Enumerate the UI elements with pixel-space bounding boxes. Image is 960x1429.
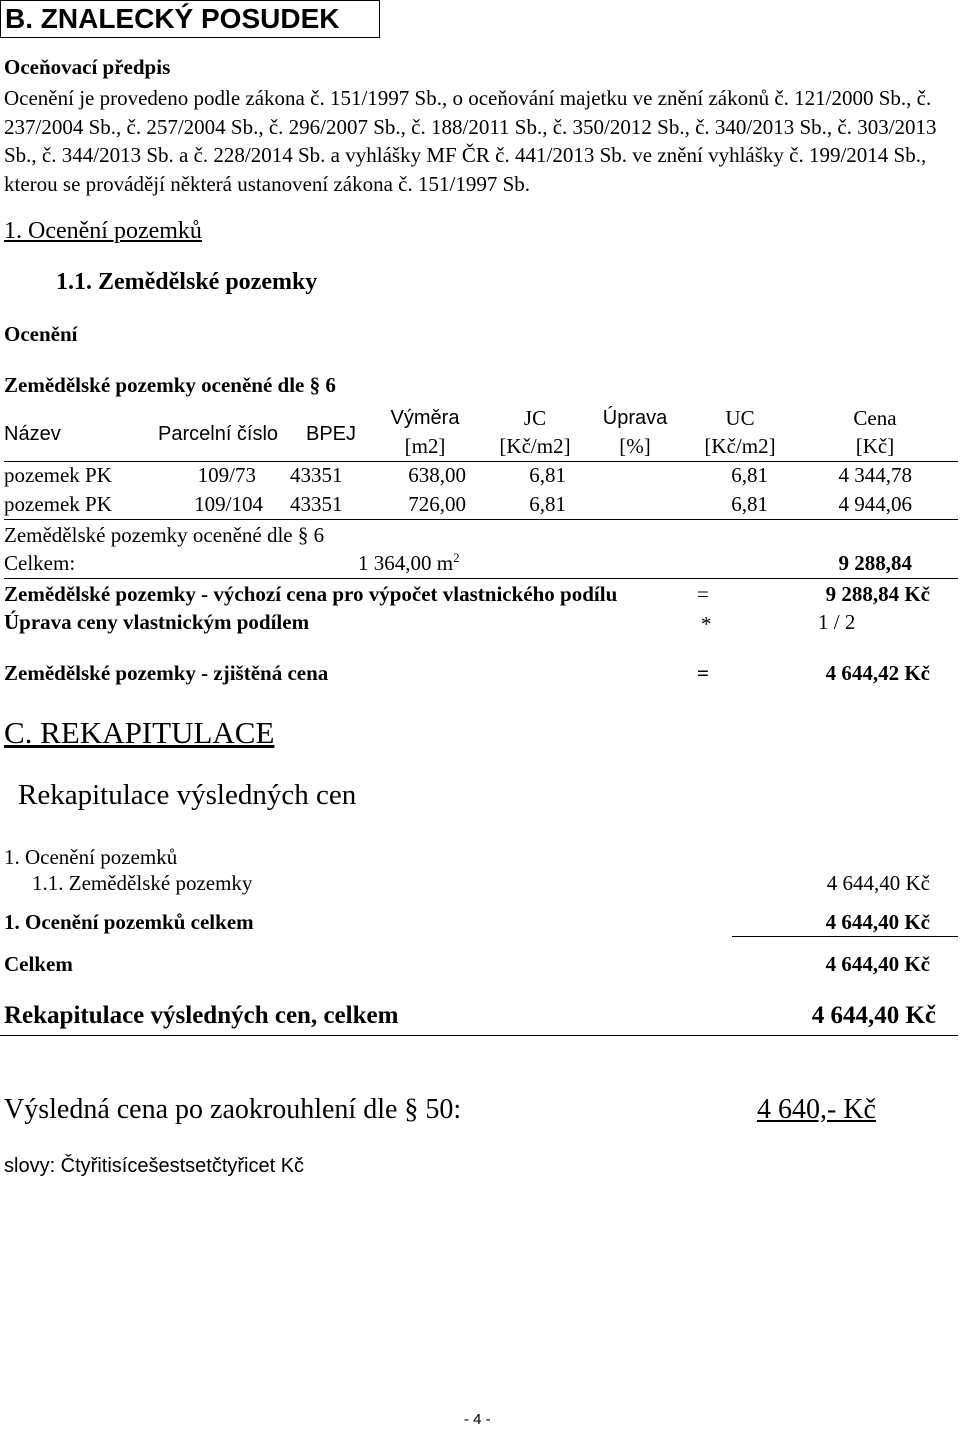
recap-group-total-label: 1. Ocenění pozemků celkem <box>4 910 254 934</box>
recap-group-total-value: 4 644,40 Kč <box>825 910 930 934</box>
table-total-area-exponent: 2 <box>453 550 460 565</box>
header-uprava: Úprava <box>602 407 668 429</box>
table-row-2-jc: 6,81 <box>529 492 566 516</box>
table-row-1-bpej: 43351 <box>290 463 343 487</box>
table-row-2-uc: 6,81 <box>731 492 768 516</box>
recap-grand-total-line <box>0 1035 958 1036</box>
header-bpej: BPEJ <box>306 423 357 445</box>
starting-price-label: Zemědělské pozemky - výchozí cena pro výpočet vlastnického podílu <box>4 582 618 606</box>
header-vymera: Výměra <box>390 407 460 429</box>
valuation-label: Ocenění <box>4 322 78 346</box>
document-heading: B. ZNALECKÝ POSUDEK <box>0 0 380 38</box>
header-parcelni-cislo: Parcelní číslo <box>158 423 279 445</box>
recap-grand-total-label: Rekapitulace výsledných cen, celkem <box>4 1002 399 1029</box>
table-row-1-vymera: 638,00 <box>408 463 466 487</box>
table-row-2-nazev: pozemek PK <box>4 492 112 516</box>
recap-item-label: 1.1. Zemědělské pozemky <box>32 871 253 895</box>
page-number: - 4 - <box>464 1411 491 1428</box>
header-vymera-unit: [m2] <box>404 434 446 458</box>
table-row-2-parcelni: 109/104 <box>194 492 263 516</box>
header-uc: UC <box>725 406 755 430</box>
header-divider <box>4 461 958 462</box>
recap-heading: C. REKAPITULACE <box>4 715 275 750</box>
table-row-2-vymera: 726,00 <box>408 492 466 516</box>
table-row-1-parcelni: 109/73 <box>197 463 256 487</box>
header-cena-unit: [Kč] <box>855 434 895 458</box>
pricing-regulation-text: Ocenění je provedeno podle zákona č. 151/1997 Sb., o oceňování majetku ve znění zákonů č. 121/2000 Sb., č. 237/2004 Sb., č. 257/2004 Sb., č. 296/2007 Sb., č. 188/2011 Sb., č. 350/2012 Sb., č. 340/2013 Sb., č. 303/2013 Sb., č. 344/2013 Sb. a č. 228/2014 Sb. a vyhlášky MF ČR č. 441/2013 Sb. ve znění vyhlášky č. 199/2014 Sb., kterou se provádějí některá ustanovení zákona č. 151/1997 Sb. <box>4 86 937 196</box>
table-row-1-nazev: pozemek PK <box>4 463 112 487</box>
header-nazev: Název <box>4 423 61 445</box>
table-footer-title: Zemědělské pozemky oceněné dle § 6 <box>4 523 325 547</box>
header-cena: Cena <box>853 406 897 430</box>
ownership-adjust-label: Úprava ceny vlastnickým podílem <box>4 610 310 634</box>
table-row-2-cena: 4 944,06 <box>838 492 912 516</box>
final-price-label: Výsledná cena po zaokrouhlení dle § 50: <box>4 1094 462 1125</box>
final-price-value: 4 640,- Kč <box>757 1094 876 1125</box>
recap-item-value: 4 644,40 Kč <box>826 871 930 895</box>
subsection-agricultural-land-title: 1.1. Zemědělské pozemky <box>56 269 318 295</box>
table-row-1-uc: 6,81 <box>731 463 768 487</box>
recap-group-title: 1. Ocenění pozemků <box>4 845 178 869</box>
ownership-adjust-value: 1 / 2 <box>818 610 856 634</box>
section-land-valuation-title: 1. Ocenění pozemků <box>4 218 202 244</box>
table-total-price: 9 288,84 <box>838 551 912 575</box>
table-total-label: Celkem: <box>4 551 76 575</box>
recap-grand-total-value: 4 644,40 Kč <box>811 1002 936 1029</box>
table-total-area <box>358 551 460 576</box>
header-jc-unit: [Kč/m2] <box>499 434 571 458</box>
header-uprava-unit: [%] <box>619 434 651 458</box>
header-uc-unit: [Kč/m2] <box>704 434 776 458</box>
rows-divider <box>4 519 958 520</box>
table-row-1-cena: 4 344,78 <box>838 463 912 487</box>
table-row-1-jc: 6,81 <box>529 463 566 487</box>
pricing-regulation-title: Oceňovací předpis <box>4 55 171 79</box>
recap-total-value: 4 644,40 Kč <box>825 952 930 976</box>
table-title: Zemědělské pozemky oceněné dle § 6 <box>4 373 336 397</box>
table-row-2-bpej: 43351 <box>290 492 343 516</box>
starting-price-operator: = <box>697 582 709 606</box>
determined-price-operator: = <box>697 661 709 685</box>
recap-subheading: Rekapitulace výsledných cen <box>18 779 357 811</box>
recap-group-total-line <box>732 936 958 937</box>
starting-price-value: 9 288,84 Kč <box>825 582 930 606</box>
header-jc: JC <box>523 406 547 430</box>
total-divider <box>4 578 958 579</box>
table-total-area-value: 1 364,00 m <box>358 551 454 575</box>
final-price-in-words: slovy: Čtyřitisícešestsetčtyřicet Kč <box>4 1155 305 1177</box>
determined-price-value: 4 644,42 Kč <box>825 661 930 685</box>
recap-total-label: Celkem <box>4 952 73 976</box>
determined-price-label: Zemědělské pozemky - zjištěná cena <box>4 661 329 685</box>
ownership-adjust-operator: * <box>701 612 712 636</box>
